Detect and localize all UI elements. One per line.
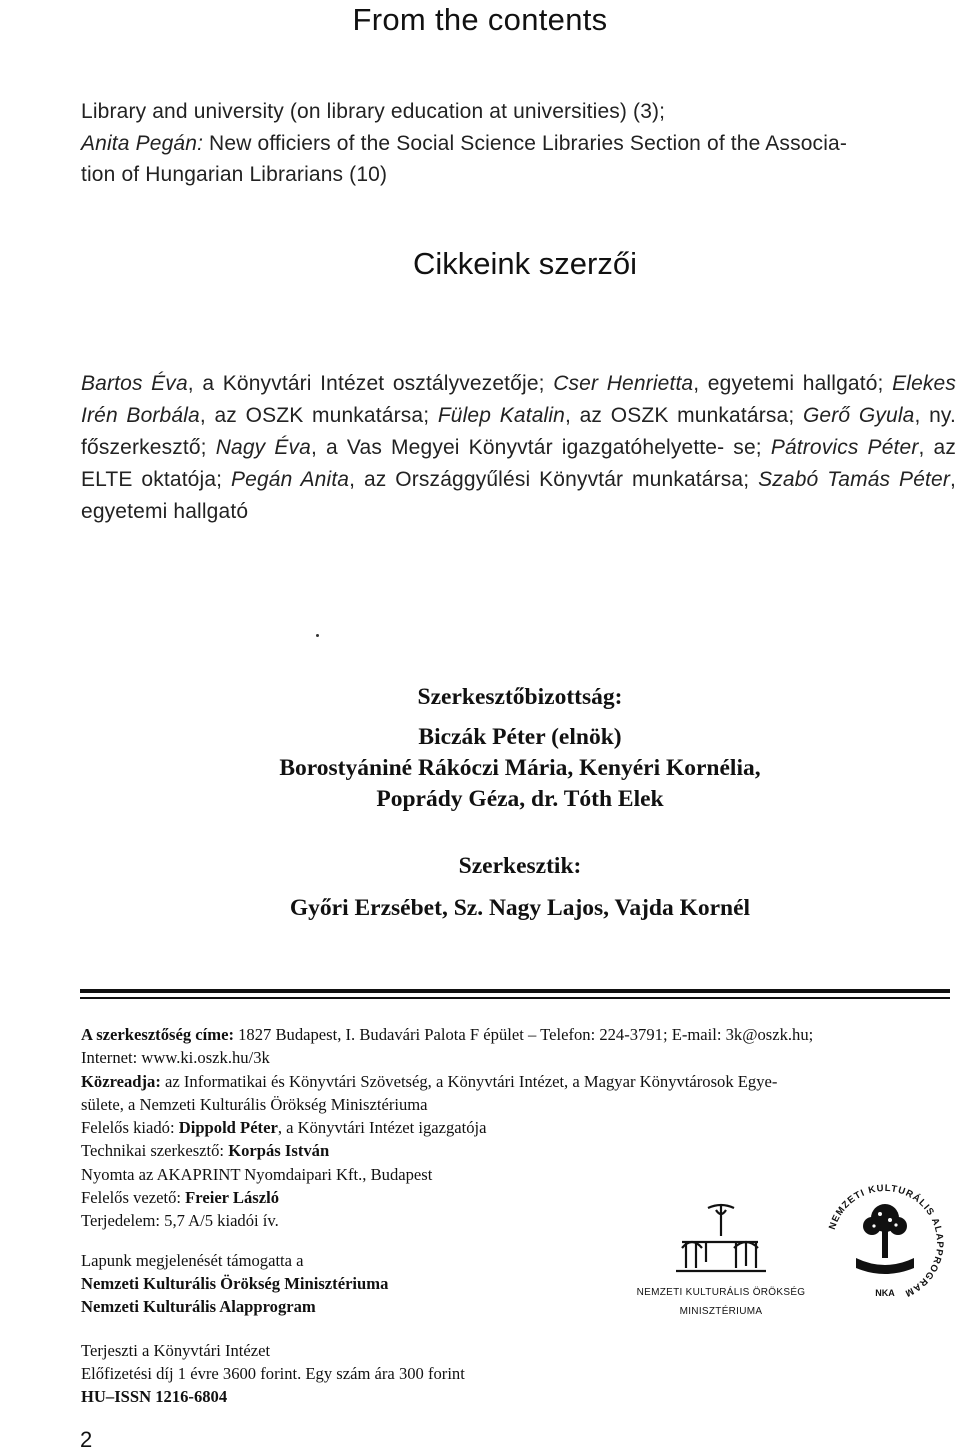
- contents-entry: [81, 96, 956, 191]
- svg-text:NEMZETI KULTURÁLIS ALAPPROGRAM: NEMZETI KULTURÁLIS ALAPPROGRAM: [826, 1182, 946, 1299]
- contents-line-2: [81, 128, 956, 160]
- contents-line-1: Library and university (on library education at universities) (3);: [81, 100, 666, 123]
- imprint-publisher-text: az Informatikai és Könyvtári Szövetség, a Könyvtári Intézet, a Magyar Könyvtárosok Egye-: [160, 1071, 778, 1091]
- author-name: Bartos Éva: [81, 372, 188, 395]
- rule-thick: [80, 989, 950, 993]
- imprint-publisher-label: Közreadja:: [81, 1071, 161, 1091]
- support-line-3: Nemzeti Kulturális Alapprogram: [81, 1297, 316, 1316]
- imprint-publisher-2: sülete, a Nemzeti Kulturális Örökség Minisztériuma: [81, 1094, 428, 1114]
- author-role: , az OSZK munkatársa;: [564, 404, 803, 427]
- author-name: Szabó Tamás Péter: [758, 468, 950, 491]
- imprint-tech-name: Korpás István: [228, 1141, 330, 1161]
- editors-names: Győri Erzsébet, Sz. Nagy Lajos, Vajda Kornél: [289, 895, 751, 921]
- imprint-responsible-suffix: , a Könyvtári Intézet igazgatója: [277, 1118, 487, 1138]
- authors-paragraph: [81, 368, 956, 528]
- imprint-address-text: 1827 Budapest, I. Budavári Palota F épület – Telefon: 224-3791; E-mail: 3k@oszk.hu;: [233, 1025, 814, 1044]
- imprint-publisher: [81, 1070, 955, 1093]
- editorial-board-line-1: Biczák Péter (elnök): [418, 724, 622, 750]
- imprint-extent: Terjedelem: 5,7 A/5 kiadói ív.: [81, 1211, 279, 1231]
- author-role: , az ELTE oktatója;: [81, 436, 957, 491]
- imprint-manager-prefix: Felelős vezető:: [81, 1188, 186, 1208]
- editors-label: Szerkesztik:: [458, 853, 582, 879]
- contents-line-2-rest: New officiers of the Social Science Libraries Section of the Associa-: [203, 131, 847, 155]
- nka-logo: [822, 1180, 948, 1306]
- ministry-caption-1: NEMZETI KULTURÁLIS ÖRÖKSÉG: [636, 1287, 806, 1298]
- ministry-caption-2: MINISZTÉRIUMA: [679, 1306, 763, 1317]
- distribution-line-2: Előfizetési díj 1 évre 3600 forint. Egy szám ára 300 forint: [81, 1364, 465, 1383]
- authors-section-title: Cikkeink szerzői: [413, 246, 637, 281]
- editorial-board-line-3: Poprády Géza, dr. Tóth Elek: [376, 786, 664, 812]
- distribution-line-1: Terjeszti a Könyvtári Intézet: [81, 1341, 271, 1360]
- contents-author: Anita Pegán:: [81, 131, 204, 155]
- imprint-manager-name: Freier László: [185, 1188, 279, 1208]
- imprint-address: [81, 1023, 955, 1046]
- support-block: [81, 1249, 601, 1318]
- ministry-logo: [626, 1196, 816, 1320]
- support-line-2: Nemzeti Kulturális Örökség Minisztériuma: [81, 1274, 389, 1293]
- author-role: , egyetemi hallgató: [81, 468, 956, 523]
- imprint-internet: Internet: www.ki.oszk.hu/3k: [81, 1048, 270, 1068]
- contents-line-3: tion of Hungarian Librarians (10): [81, 163, 388, 186]
- distribution-block: [81, 1339, 781, 1408]
- author-name: Pegán Anita: [230, 468, 350, 491]
- author-name: Cser Henrietta: [553, 372, 694, 395]
- author-name: Fülep Katalin: [437, 404, 565, 427]
- svg-text:NKA: NKA: [875, 1288, 895, 1298]
- imprint-responsible-name: Dippold Péter: [178, 1118, 278, 1138]
- rule-thin: [80, 997, 950, 999]
- ministry-emblem-icon: [626, 1196, 816, 1276]
- author-role: , ny. főszerkesztő;: [81, 404, 956, 459]
- imprint-printer: Nyomta az AKAPRINT Nyomdaipari Kft., Budapest: [81, 1164, 433, 1184]
- support-line-1: Lapunk megjelenését támogatta a: [81, 1251, 304, 1270]
- author-role: , a Könyvtári Intézet osztályvezetője;: [187, 372, 554, 395]
- editorial-board-line-2: Borostyániné Rákóczi Mária, Kenyéri Kornélia,: [279, 755, 761, 781]
- distribution-issn: HU–ISSN 1216-6804: [81, 1387, 228, 1406]
- author-name: Elekes Irén Borbála: [81, 372, 957, 427]
- author-name: Gerő Gyula: [802, 404, 915, 427]
- imprint-responsible-prefix: Felelős kiadó:: [81, 1118, 179, 1138]
- author-role: , egyetemi hallgató;: [693, 372, 893, 395]
- stray-dot: [316, 634, 319, 637]
- editorial-board-label: Szerkesztőbizottság:: [417, 684, 623, 710]
- page-title: From the contents: [352, 2, 608, 37]
- page-number: 2: [80, 1427, 93, 1452]
- imprint-tech: [81, 1139, 955, 1162]
- imprint-tech-prefix: Technikai szerkesztő:: [81, 1141, 229, 1161]
- author-name: Pátrovics Péter: [770, 436, 919, 459]
- imprint-address-label: A szerkesztőség címe:: [81, 1025, 234, 1044]
- author-role: , az Országgyűlési Könyvtár munkatársa;: [349, 468, 759, 491]
- nka-emblem-icon: [822, 1180, 948, 1306]
- author-role: , a Vas Megyei Könyvtár igazgatóhelyette- se;: [311, 436, 771, 459]
- imprint-responsible: [81, 1116, 955, 1139]
- author-role: , az OSZK munkatársa;: [199, 404, 438, 427]
- authors-list: [81, 368, 956, 528]
- author-name: Nagy Éva: [215, 436, 312, 459]
